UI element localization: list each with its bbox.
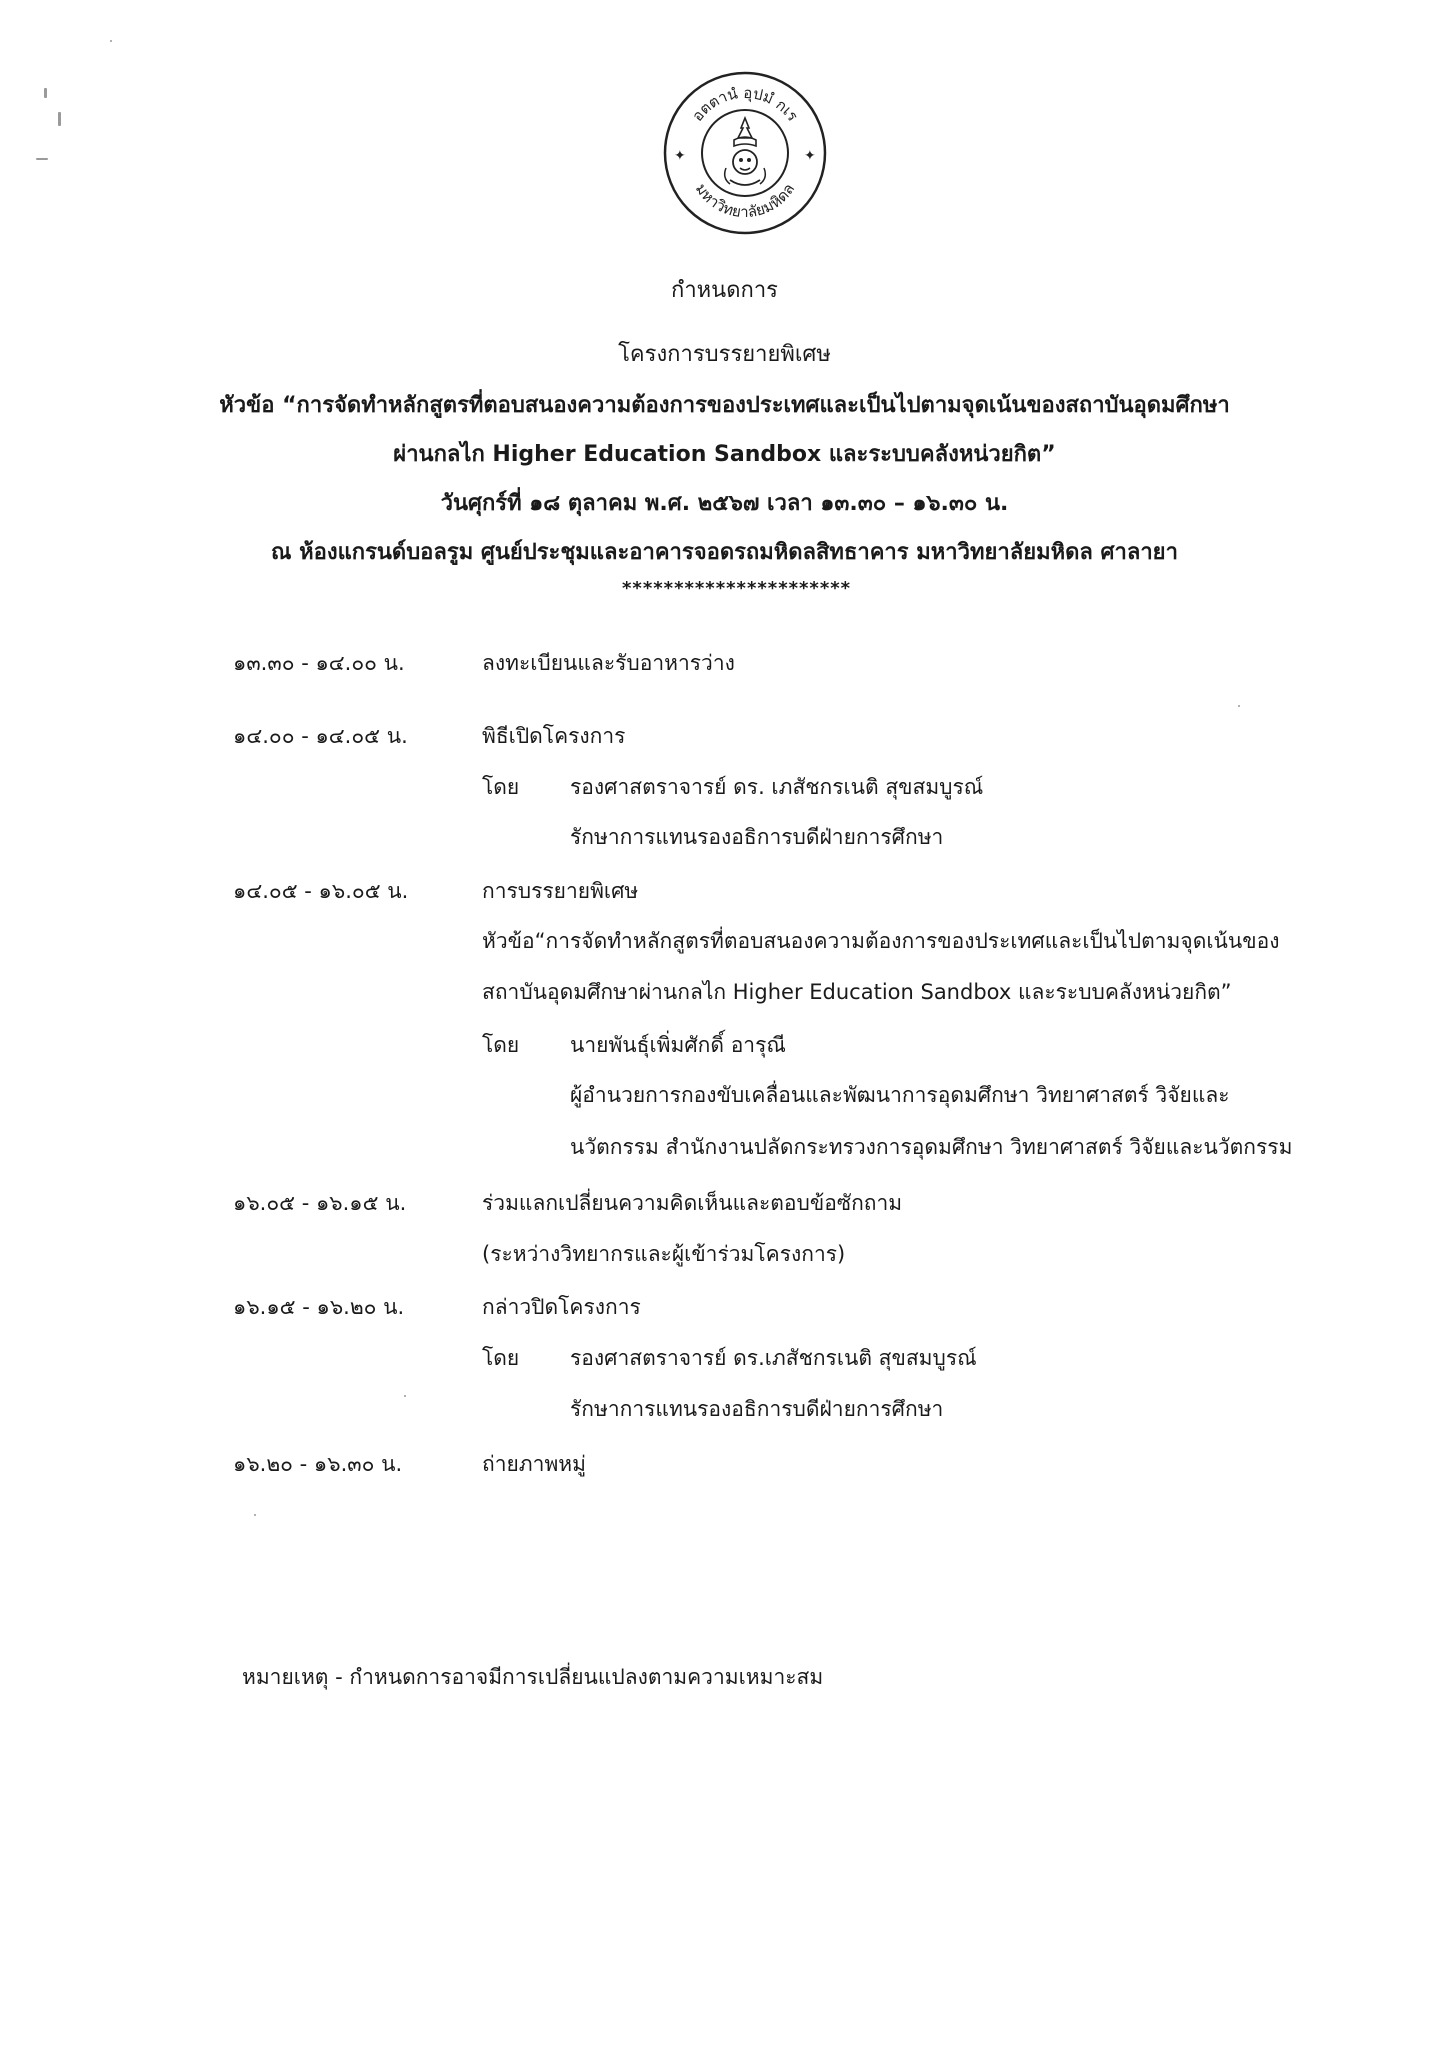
schedule-speaker-3: นายพันธุ์เพิ่มศักดิ์ อารุณี [570,1033,786,1057]
schedule-topic-line-2: สถาบันอุดมศึกษาผ่านกลไก Higher Education Sandbox และระบบคลังหน่วยกิต” [482,980,1232,1004]
event-date: วันศุกร์ที่ ๑๘ ตุลาคม พ.ศ. ๒๕๖๗ เวลา ๑๓.๓๐ – ๑๖.๓๐ น. [440,491,1009,516]
schedule-activity-3: การบรรยายพิเศษ [482,879,639,903]
schedule-topic-line-1: หัวข้อ“การจัดทำหลักสูตรที่ตอบสนองความต้องการของประเทศและเป็นไปตามจุดเน้นของ [482,929,1280,953]
schedule-speaker-role-3a: ผู้อำนวยการกองขับเคลื่อนและพัฒนาการอุดมศึกษา วิทยาศาสตร์ วิจัยและ [570,1083,1230,1107]
schedule-activity-4: ร่วมแลกเปลี่ยนความคิดเห็นและตอบข้อซักถาม [482,1191,903,1215]
schedule-by-label-3: โดย [482,1033,520,1057]
topic-line-1: หัวข้อ “การจัดทำหลักสูตรที่ตอบสนองความต้องการของประเทศและเป็นไปตามจุดเน้นของสถาบันอุดมศึกษา [219,393,1230,418]
schedule-speaker-role-5: รักษาการแทนรองอธิการบดีฝ่ายการศึกษา [570,1397,944,1421]
header-divider: ********************** [622,578,852,599]
svg-text:✦: ✦ [674,148,686,164]
schedule-time-5: ๑๖.๑๕ - ๑๖.๒๐ น. [233,1295,405,1319]
schedule-activity-2: พิธีเปิดโครงการ [482,724,626,748]
footnote: หมายเหตุ - กำหนดการอาจมีการเปลี่ยนแปลงตามความเหมาะสม [242,1665,824,1689]
schedule-time-3: ๑๔.๐๕ - ๑๖.๐๕ น. [233,879,409,903]
schedule-time-1: ๑๓.๓๐ - ๑๔.๐๐ น. [233,651,405,675]
schedule-speaker-5: รองศาสตราจารย์ ดร.เภสัชกรเนติ สุขสมบูรณ์ [570,1346,977,1370]
schedule-speaker-2: รองศาสตราจารย์ ดร. เภสัชกรเนติ สุขสมบูรณ์ [570,775,984,799]
schedule-time-4: ๑๖.๐๕ - ๑๖.๑๕ น. [233,1191,407,1215]
schedule-activity-5: กล่าวปิดโครงการ [482,1295,641,1319]
schedule-speaker-role-3b: นวัตกรรม สำนักงานปลัดกระทรวงการอุดมศึกษา วิทยาศาสตร์ วิจัยและนวัตกรรม [570,1135,1293,1159]
schedule-by-label-2: โดย [482,775,520,799]
schedule-time-6: ๑๖.๒๐ - ๑๖.๓๐ น. [233,1452,403,1476]
schedule-activity-4-sub: (ระหว่างวิทยากรและผู้เข้าร่วมโครงการ) [482,1242,846,1266]
event-venue: ณ ห้องแกรนด์บอลรูม ศูนย์ประชุมและอาคารจอดรถมหิดลสิทธาคาร มหาวิทยาลัยมหิดล ศาลายา [271,540,1178,565]
schedule-activity-6: ถ่ายภาพหมู่ [482,1452,586,1476]
project-title: โครงการบรรยายพิเศษ [618,342,831,367]
seal-top-text: อตตานํ อุปมํ กเร [688,83,802,125]
schedule-speaker-role-2: รักษาการแทนรองอธิการบดีฝ่ายการศึกษา [570,825,944,849]
svg-text:มหาวิทยาลัยมหิดล [692,180,798,221]
schedule-time-2: ๑๔.๐๐ - ๑๔.๐๕ น. [233,724,408,748]
topic-line-2: ผ่านกลไก Higher Education Sandbox และระบบคลังหน่วยกิต” [393,442,1056,467]
svg-text:✦: ✦ [804,148,816,164]
schedule-by-label-5: โดย [482,1346,520,1370]
seal-bottom-text: มหาวิทยาลัยมหิดล [691,180,799,222]
document-title: กำหนดการ [671,278,778,303]
schedule-activity-1: ลงทะเบียนและรับอาหารว่าง [482,651,735,675]
university-seal-icon [660,68,830,238]
